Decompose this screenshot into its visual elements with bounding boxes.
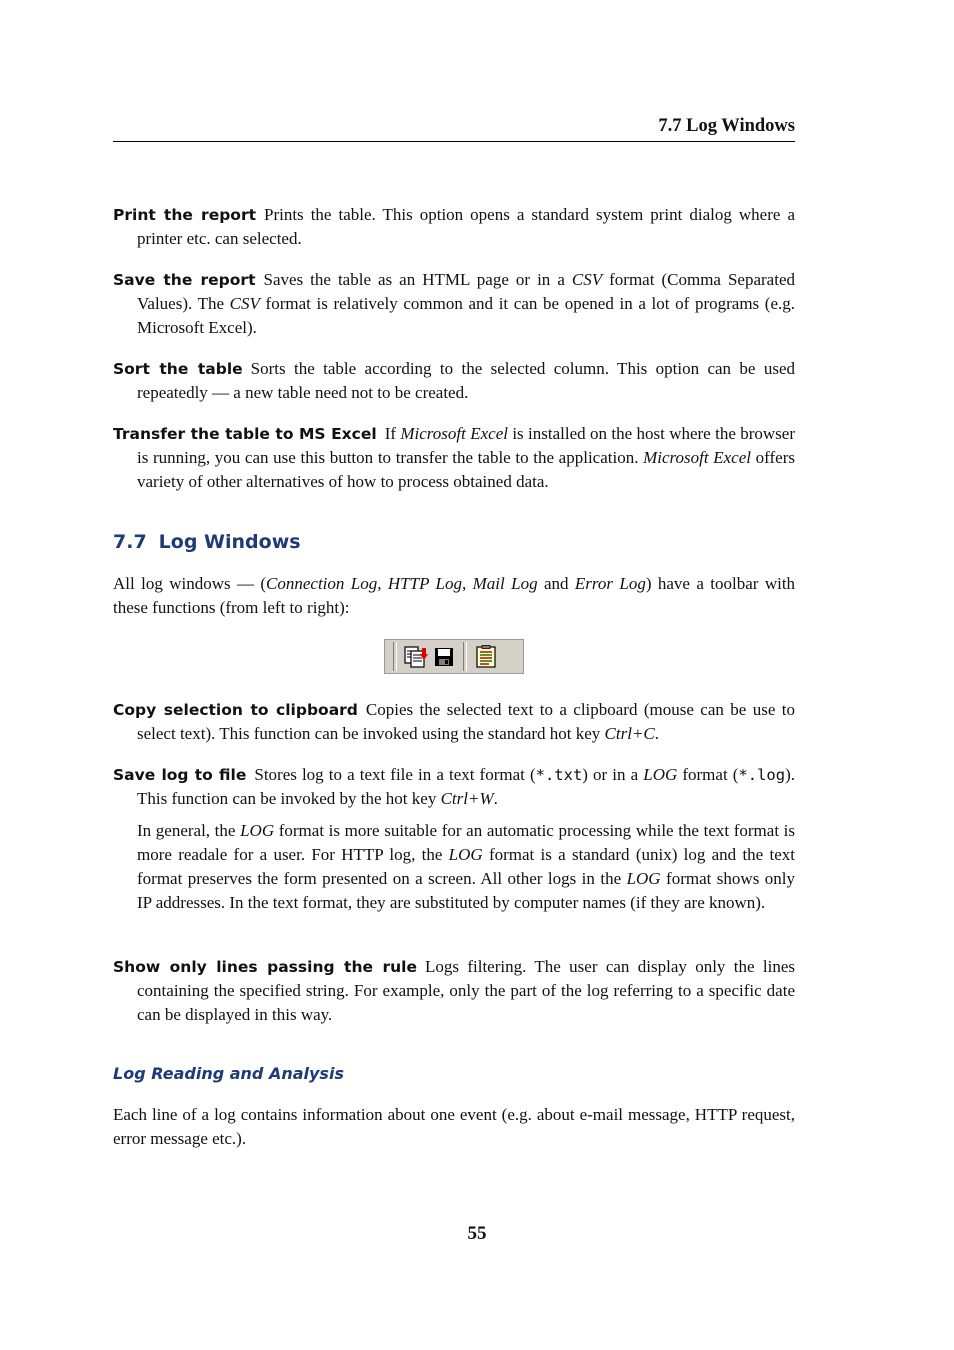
save-disk-icon[interactable] — [430, 643, 458, 671]
desc-show-lines-rule: Logs filtering. The user can display only the lines containing the specified string. For example, only the part of the log referring to a specific date can be displayed in this way. — [137, 957, 795, 1024]
section-heading — [113, 529, 301, 555]
intro-text: ) have a toolbar with these functions (from left to right): — [113, 574, 796, 617]
subsection-heading: Log Reading and Analysis — [113, 1064, 344, 1083]
definition-save-log — [113, 763, 795, 915]
desc-text: If — [384, 424, 401, 443]
desc-text: is installed on the host where the browser is running, you can use this button to transfer the table to the application. — [137, 424, 795, 467]
section-title: Log Windows — [158, 531, 301, 553]
desc-code: *.log — [738, 766, 786, 784]
desc-text: . — [493, 789, 498, 808]
desc-text: offers variety of other alternatives of how to process obtained data. — [137, 448, 795, 491]
definition-transfer-excel — [113, 422, 795, 494]
desc-sort-table: Sorts the table according to the selected column. This option can be used repeatedly — a new table need not to be created. — [137, 359, 796, 402]
desc-text: ) or in a — [582, 765, 644, 784]
desc-italic: Ctrl+W — [440, 789, 494, 808]
term-transfer-excel: Transfer the table to MS Excel — [113, 425, 377, 443]
intro-italic: Error Log — [574, 574, 646, 593]
term-save-log: Save log to file — [113, 766, 247, 784]
toolbar-separator — [463, 642, 467, 671]
desc-print-report: Prints the table. This option opens a standard system print dialog where a printer etc. can selected. — [137, 205, 795, 248]
definition-show-lines-rule — [113, 955, 795, 1027]
intro-italic: HTTP Log — [387, 574, 462, 593]
desc-text: Copies the selected text to a clipboard (mouse can be use to select text). This function can be invoked using the standard hot key — [137, 700, 796, 743]
term-copy-clipboard: Copy selection to clipboard — [113, 701, 358, 719]
desc-text: ). This function can be invoked by the hot key — [137, 765, 796, 808]
definition-print-report — [113, 203, 795, 251]
definition-copy-clipboard — [113, 698, 795, 746]
desc-italic: Ctrl+C — [604, 724, 655, 743]
section-number: 7.7 — [113, 531, 147, 553]
desc-text: Saves the table as an HTML page or in a — [263, 270, 572, 289]
desc-italic: CSV — [229, 294, 260, 313]
term-sort-table: Sort the table — [113, 360, 243, 378]
term-save-report: Save the report — [113, 271, 256, 289]
desc-italic: LOG — [626, 869, 661, 888]
log-toolbar — [384, 639, 524, 674]
desc-text: format is more suitable for an automatic processing while the text format is more readale for a user. For HTTP log, the — [137, 821, 796, 864]
intro-paragraph — [113, 572, 795, 620]
intro-text: and — [537, 574, 575, 593]
intro-italic: Connection Log — [266, 574, 378, 593]
desc-italic: LOG — [643, 765, 678, 784]
intro-text: All log windows — ( — [113, 574, 267, 593]
desc-text: In general, the — [137, 821, 241, 840]
intro-text: , — [462, 574, 473, 593]
desc-text: format ( — [677, 765, 739, 784]
desc-text: format (Comma Separated Values). The — [137, 270, 796, 313]
desc-code: *.txt — [535, 766, 583, 784]
copy-clipboard-icon[interactable] — [402, 643, 430, 671]
desc-text: format is a standard (unix) log and the text format preserves the form presented on a screen. All other logs in the — [137, 845, 795, 888]
desc-text: format is relatively common and it can be opened in a lot of programs (e.g. Microsoft Excel). — [137, 294, 796, 337]
desc-text: format shows only IP addresses. In the text format, they are substituted by computer names (if they are known). — [137, 869, 795, 912]
closing-paragraph — [113, 1103, 795, 1151]
term-show-lines-rule: Show only lines passing the rule — [113, 958, 418, 976]
desc-text: . — [654, 724, 660, 743]
desc-text: Stores log to a text file in a text format ( — [254, 765, 536, 784]
definition-sort-table — [113, 357, 795, 405]
term-print-report: Print the report — [113, 206, 256, 224]
intro-italic: Mail Log — [472, 574, 538, 593]
closing-text: Each line of a log contains information about one event (e.g. about e-mail message, HTTP request, error message etc.). — [113, 1105, 795, 1148]
desc-italic: LOG — [448, 845, 483, 864]
toolbar-grip — [393, 642, 397, 671]
desc-italic: CSV — [571, 270, 603, 289]
desc-italic: Microsoft Excel — [400, 424, 508, 443]
intro-text: , — [377, 574, 388, 593]
desc-italic: LOG — [240, 821, 275, 840]
definition-save-report — [113, 268, 795, 340]
running-head — [113, 114, 795, 142]
running-title: 7.7 Log Windows — [658, 116, 795, 136]
desc-italic: Microsoft Excel — [643, 448, 751, 467]
page-number: 55 — [467, 1223, 487, 1244]
filter-log-icon[interactable] — [472, 643, 500, 671]
